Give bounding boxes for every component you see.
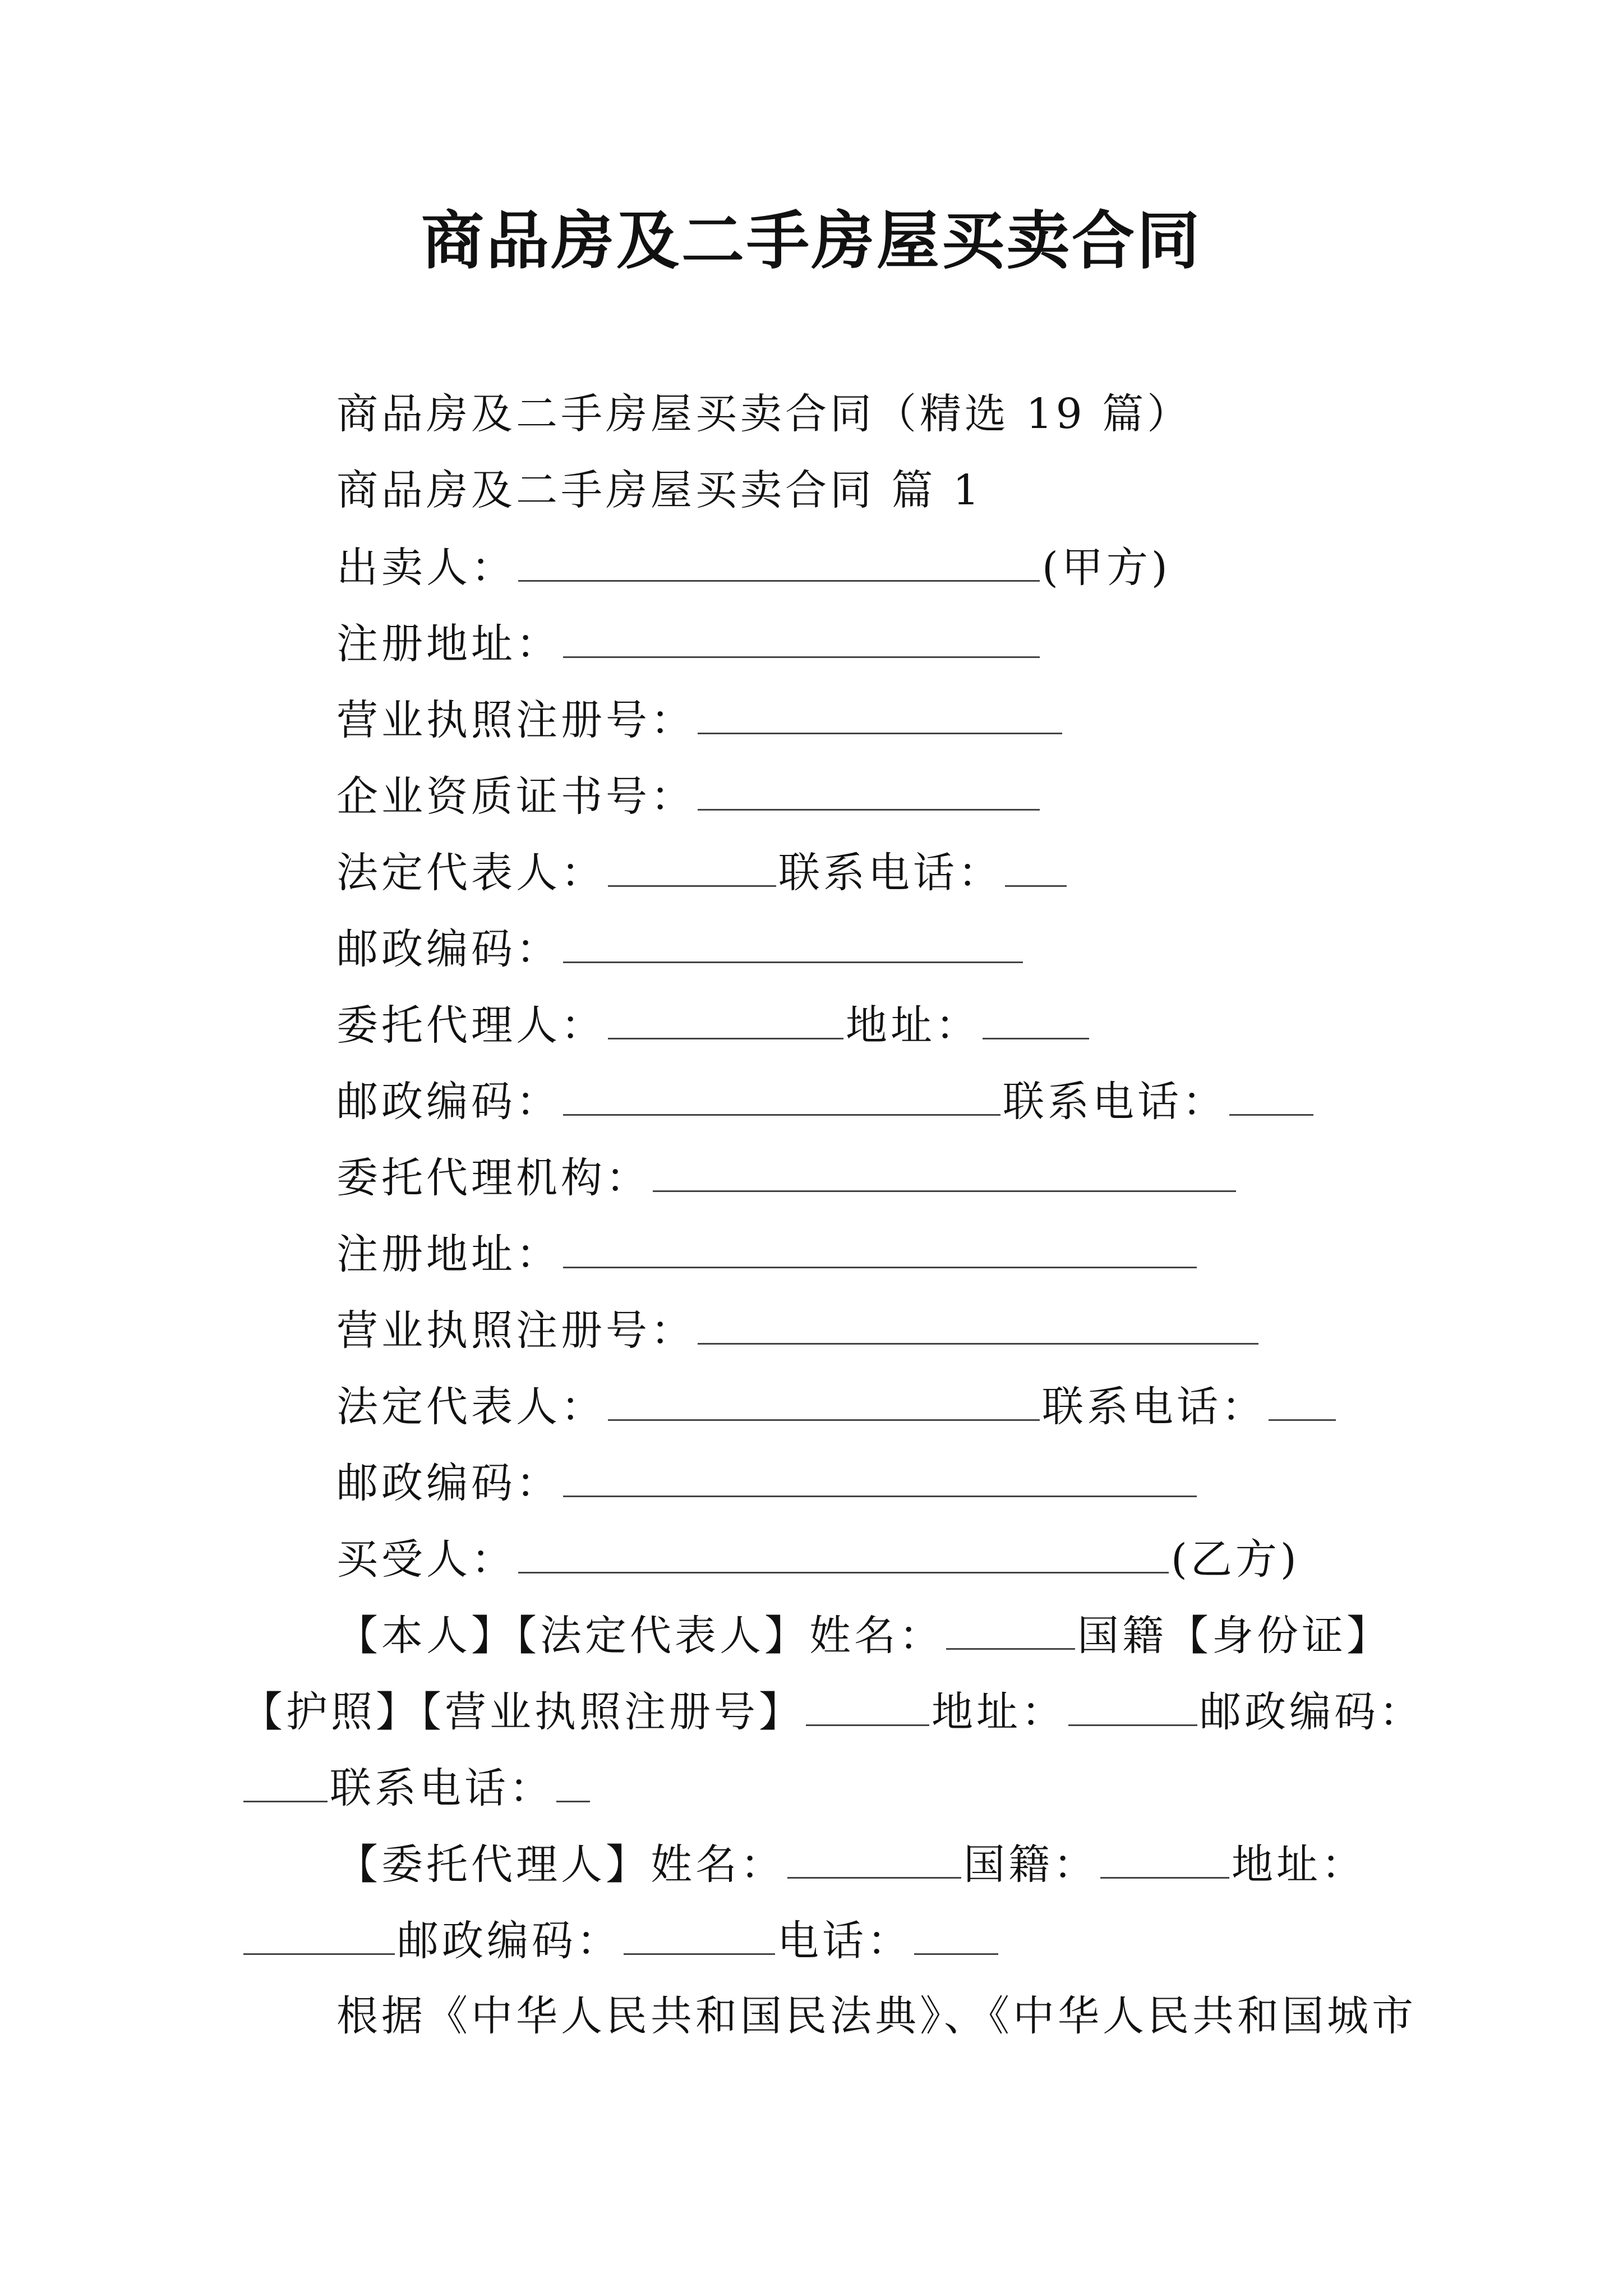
buyer-agent-phone-blank[interactable] [914,1913,998,1955]
buyer-id-number-blank[interactable] [806,1684,929,1726]
seller-reg-address-label: 注册地址： [336,620,561,668]
agency-label: 委托代理机构： [336,1154,651,1202]
agency-legal-rep-label: 法定代表人： [336,1383,606,1431]
agency-blank[interactable] [653,1150,1236,1192]
seller-license-label: 营业执照注册号： [336,696,695,744]
buyer-suffix: (乙方) [1171,1535,1300,1584]
seller-reg-address-blank[interactable] [563,616,1040,658]
agency-postcode-blank[interactable] [563,1455,1197,1497]
agency-legal-rep-line [336,1379,1338,1433]
seller-agent-blank[interactable] [608,997,843,1039]
seller-name-blank[interactable] [518,540,1040,582]
buyer-agent-address-blank[interactable] [243,1913,395,1955]
seller-postcode2-blank[interactable] [563,1074,1000,1116]
buyer-name-blank[interactable] [518,1531,1169,1573]
document-subtitle: 商品房及二手房屋买卖合同（精选 19 篇） [336,390,1192,438]
buyer-agent-postcode-label: 邮政编码： [397,1917,621,1965]
buyer-agent-line2 [241,1913,1000,1967]
seller-agent-line [336,997,1091,1051]
buyer-agent-postcode-blank[interactable] [624,1913,775,1955]
seller-legal-rep-line [336,845,1069,899]
buyer-phone-label: 联系电话： [330,1764,554,1812]
basis-paragraph: 根据《中华人民共和国民法典》、《中华人民共和国城市 [336,1992,1417,2040]
seller-postcode2-label: 邮政编码： [336,1078,561,1126]
agency-reg-address-line [336,1226,1199,1280]
buyer-identity-line3 [241,1760,592,1814]
seller-agent-address-blank[interactable] [983,997,1089,1039]
agency-phone-label: 联系电话： [1042,1383,1266,1431]
seller-qualification-blank[interactable] [698,769,1040,811]
buyer-postcode-label: 邮政编码： [1200,1688,1424,1736]
agency-postcode-line [336,1455,1199,1509]
buyer-identity-line2 [241,1684,1424,1738]
seller-agent-label: 委托代理人： [336,1001,606,1050]
seller-label: 出卖人： [336,544,516,592]
buyer-address-label: 地址： [932,1688,1066,1736]
buyer-phone-blank[interactable] [556,1760,590,1802]
seller-phone-blank[interactable] [1005,845,1067,887]
buyer-passport-label: 【护照】【营业执照注册号】 [241,1688,804,1736]
buyer-agent-label: 【委托代理人】姓名： [336,1841,785,1889]
agency-reg-address-label: 注册地址： [336,1230,561,1278]
seller-suffix: (甲方) [1042,544,1171,592]
seller-phone-label: 联系电话： [778,849,1003,897]
seller-legal-rep-label: 法定代表人： [336,849,606,897]
buyer-address-blank[interactable] [1068,1684,1197,1726]
seller-reg-address-line [336,616,1042,670]
seller-postcode-blank[interactable] [563,921,1023,963]
agency-license-label: 营业执照注册号： [336,1306,695,1355]
seller-postcode2-line [336,1074,1316,1128]
buyer-nationality-label: 国籍【身份证】 [1077,1612,1391,1660]
seller-postcode-label: 邮政编码： [336,925,561,973]
seller-license-blank[interactable] [698,692,1062,734]
agency-license-line [336,1303,1261,1356]
agency-legal-rep-blank[interactable] [608,1379,1040,1421]
buyer-agent-phone-label: 电话： [777,1917,912,1965]
seller-line [336,540,1171,593]
buyer-agent-line1 [336,1837,1366,1890]
document-title: 商品房及二手房屋买卖合同 [421,204,1202,278]
buyer-label: 买受人： [336,1535,516,1584]
buyer-postcode-blank[interactable] [243,1760,328,1802]
agency-reg-address-blank[interactable] [563,1226,1197,1268]
buyer-agent-name-blank[interactable] [787,1837,961,1879]
agency-phone-blank[interactable] [1269,1379,1336,1421]
buyer-identity-label: 【本人】【法定代表人】姓名： [336,1612,944,1660]
agency-line [336,1150,1238,1204]
buyer-agent-address-label: 地址： [1232,1841,1366,1889]
seller-legal-rep-blank[interactable] [608,845,776,887]
buyer-identity-name-blank[interactable] [946,1608,1075,1650]
seller-postcode-line [336,921,1025,975]
seller-license-line [336,692,1064,746]
seller-qualification-line [336,769,1042,822]
seller-phone2-label: 联系电话： [1003,1078,1227,1126]
seller-phone2-blank[interactable] [1229,1074,1313,1116]
agency-postcode-label: 邮政编码： [336,1459,561,1507]
agency-license-blank[interactable] [698,1303,1258,1345]
buyer-agent-nationality-label: 国籍： [963,1841,1098,1889]
buyer-line [336,1531,1300,1585]
section-heading: 商品房及二手房屋买卖合同 篇 1 [336,466,983,514]
buyer-identity-line1 [336,1608,1391,1662]
seller-qualification-label: 企业资质证书号： [336,772,695,821]
seller-agent-address-label: 地址： [846,1001,980,1050]
buyer-agent-nationality-blank[interactable] [1100,1837,1229,1879]
